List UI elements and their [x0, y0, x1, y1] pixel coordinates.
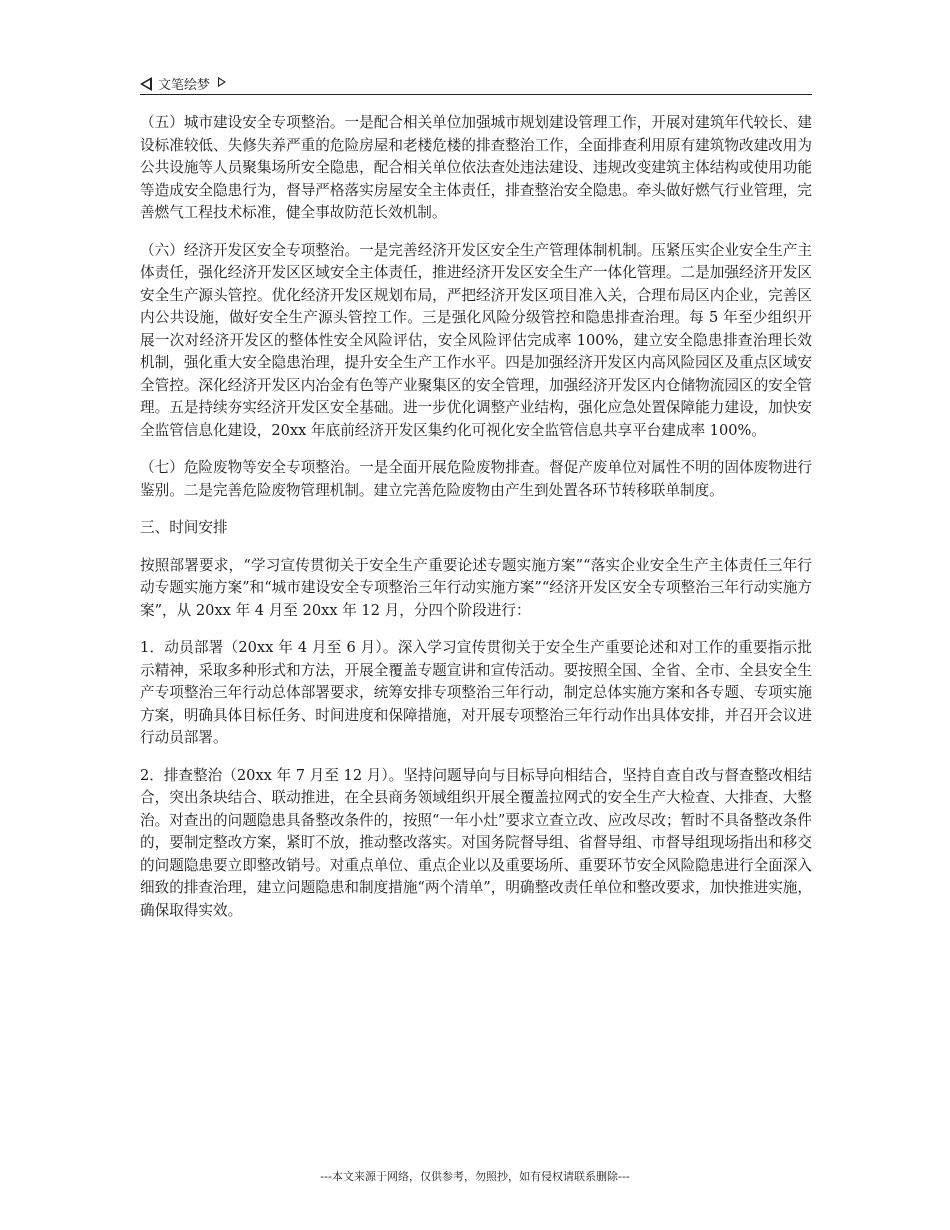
section-heading-schedule: 三、时间安排	[140, 519, 228, 536]
page-header	[140, 70, 812, 95]
paragraph-economic-zone: （六）经济开发区安全专项整治。一是完善经济开发区安全生产管理体制机制。压紧压实企业安全生产主体责任，强化经济开发区区域安全主体责任，推进经济开发区安全生产一体化管理。二是加强经济开发区安全生产源头管控。优化经济开发区规划布局，严把经济开发区项目准入关，合理布局区内企业，完善区内公共设施，做好安全生产源头管控工作。三是强化风险分级管控和隐患排查治理。每 5 年至少组织开展一次对经济开发区的整体性安全风险评估，安全风险评估完成率 100%，建立安全隐患排查治理长效机制，强化重大安全隐患治理，提升安全生产工作水平。四是加强经济开发区内高风险园区及重点区域安全管控。深化经济开发区内冶金有色等产业聚集区的安全管理，加强经济开发区内仓储物流园区的安全管理。五是持续夯实经济开发区安全基础。进一步优化调整产业结构，强化应急处置保障能力建设，加快安全监管信息化建设，20xx 年底前经济开发区集约化可视化安全监管信息共享平台建成率 100%。	[140, 241, 812, 439]
brand-logo	[140, 74, 226, 93]
paragraph-urban-construction: （五）城市建设安全专项整治。一是配合相关单位加强城市规划建设管理工作，开展对建筑年代较长、建设标准较低、失修失养严重的危险房屋和老楼危楼的排查整治工作，全面排查利用原有建筑物改建改用为公共设施等人员聚集场所安全隐患，配合相关单位依法查处违法建设、违规改变建筑主体结构或使用功能等造成安全隐患行为，督导严格落实房屋安全主体责任，排查整治安全隐患。牵头做好燃气行业管理，完善燃气工程技术标准，健全事故防范长效机制。	[140, 114, 812, 221]
left-triangle-icon	[140, 77, 152, 91]
paragraph-phase-inspection: 2．排查整治（20xx 年 7 月至 12 月）。坚持问题导向与目标导向相结合，坚持自查自改与督查整改相结合，突出条块结合、联动推进，在全县商务领域组织开展全覆盖拉网式的安全生产大检查、大排查、大整治。对查出的问题隐患具备整改条件的，按照“一年小灶”要求立查立改、应改尽改；暂时不具备整改条件的，要制定整改方案，紧盯不放，推动整改落实。对国务院督导组、省督导组、市督导组现场指出和移交的问题隐患要立即整改销号。对重点单位、重点企业以及重要场所、重要环节安全风险隐患进行全面深入细致的排查治理，建立问题隐患和制度措施“两个清单”，明确整改责任单位和整改要求，加快推进实施，确保取得实效。	[140, 766, 812, 919]
document-body	[140, 112, 812, 937]
brand-name: 文笔绘梦	[158, 78, 211, 93]
paragraph-hazardous-waste: （七）危险废物等安全专项整治。一是全面开展危险废物排查。督促产废单位对属性不明的固体废物进行鉴别。二是完善危险废物管理机制。建立完善危险废物由产生到处置各环节转移联单制度。	[140, 459, 812, 499]
right-triangle-icon	[218, 77, 226, 87]
paragraph-schedule-intro: 按照部署要求，“学习宣传贯彻关于安全生产重要论述专题实施方案”“落实企业安全生产主体责任三年行动专题实施方案”和“城市建设安全专项整治三年行动实施方案”“经济开发区安全专项整治三年行动实施方案”，从 20xx 年 4 月至 20xx 年 12 月，分四个阶段进行：	[140, 556, 812, 619]
footer-disclaimer: ---本文来源于网络，仅供参考，勿照抄，如有侵权请联系删除---	[320, 1170, 630, 1183]
paragraph-phase-mobilization: 1．动员部署（20xx 年 4 月至 6 月）。深入学习宣传贯彻关于安全生产重要论述和对工作的重要指示批示精神，采取多种形式和方法，开展全覆盖专题宣讲和宣传活动。要按照全国、全省、全市、全县安全生产专项整治三年行动总体部署要求，统筹安排专项整治三年行动，制定总体实施方案和各专题、专项实施方案，明确具体目标任务、时间进度和保障措施，对开展专项整治三年行动作出具体安排，并召开会议进行动员部署。	[140, 639, 812, 746]
